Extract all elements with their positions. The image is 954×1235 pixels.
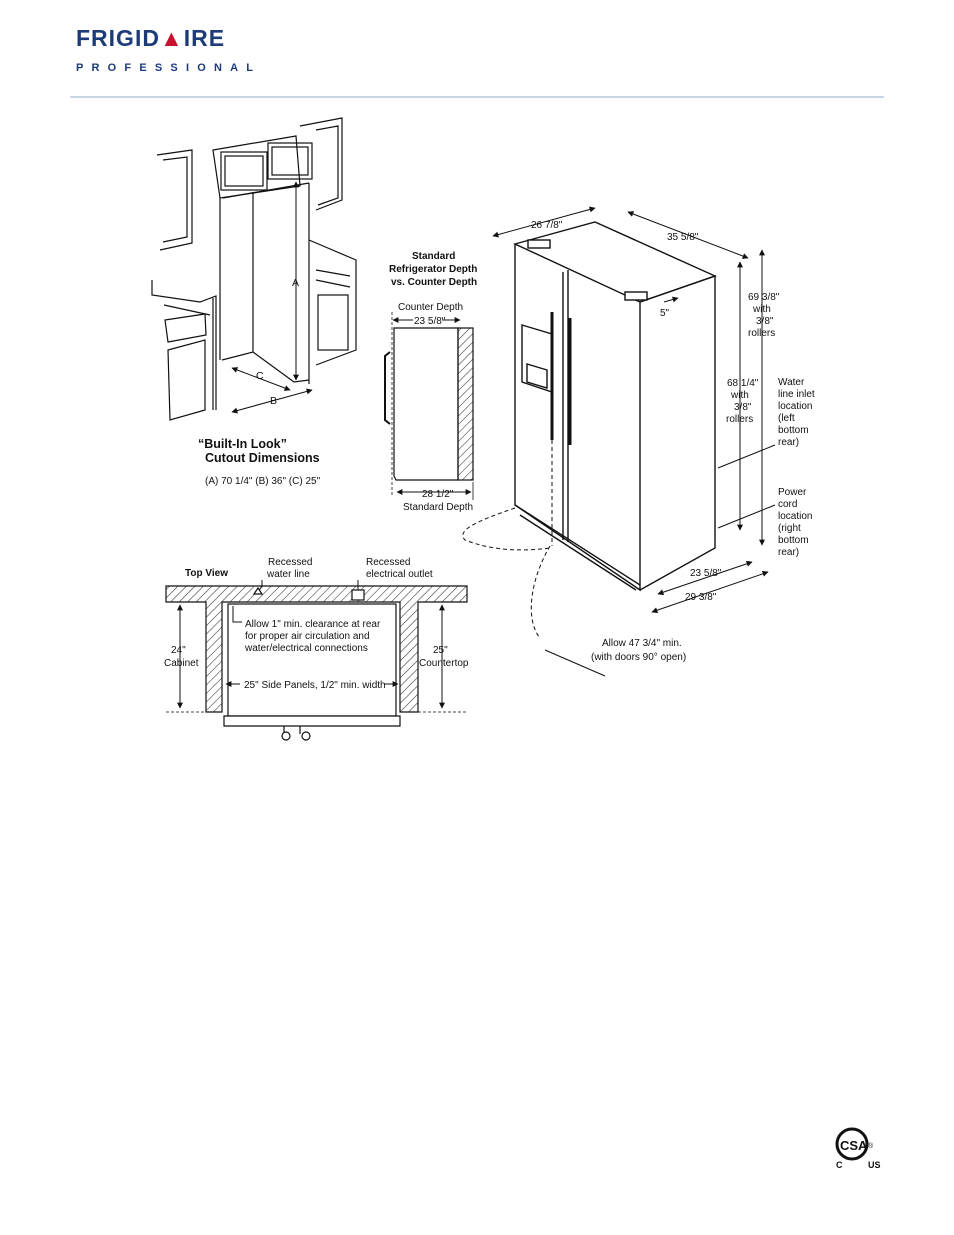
csa-left: C: [836, 1160, 843, 1170]
fridge-height-1: 68 1/4": [727, 378, 759, 389]
water-note-line: (left: [778, 413, 795, 424]
topview-water-label-1: Recessed: [268, 557, 313, 568]
builtin-dims: (A) 70 1/4" (B) 36" (C) 25": [205, 476, 321, 487]
depth-standard-label: Standard Depth: [403, 502, 474, 513]
water-note-line: rear): [778, 437, 800, 448]
topview-clearance-3: water/electrical connections: [245, 643, 368, 654]
water-note-line: location: [778, 401, 813, 412]
topview-electric-label-2: electrical outlet: [366, 569, 433, 580]
door-clearance-1: Allow 47 3/4" min.: [602, 638, 682, 649]
fridge-height-rollers-2: with: [753, 304, 771, 315]
water-note-line: Water: [778, 377, 805, 388]
fridge-height-4: rollers: [726, 414, 754, 425]
fridge-hinge-offset: 5": [660, 308, 670, 319]
csa-registered: ®: [868, 1143, 874, 1150]
water-note: [778, 377, 815, 448]
topview-clearance-2: for proper air circulation and: [245, 631, 370, 642]
power-note: [778, 487, 812, 558]
topview-cabinet-2: Cabinet: [164, 658, 199, 669]
fridge-height-rollers-1: 69 3/8": [748, 292, 780, 303]
water-note-line: line inlet: [778, 389, 815, 400]
fridge-illustration: [463, 222, 715, 638]
fridge-height-rollers-4: rollers: [748, 328, 776, 339]
topview-side-panels: 25" Side Panels, 1/2" min. width: [244, 680, 386, 691]
topview-electric-label-1: Recessed: [366, 557, 411, 568]
topview-counter-2: Countertop: [419, 658, 469, 669]
depth-title-line3: vs. Counter Depth: [391, 277, 478, 288]
builtin-label-a: A: [292, 277, 300, 289]
fridge-width-total: 35 5/8": [667, 232, 699, 243]
power-note-line: rear): [778, 547, 800, 558]
depth-counter-value: 23 5/8": [414, 316, 446, 327]
brand-wordmark: FRIGID▲IRE: [76, 25, 226, 51]
builtin-label-c: C: [256, 370, 264, 382]
topview-clearance-1: Allow 1" min. clearance at rear: [245, 619, 381, 630]
depth-standard-value: 28 1/2": [422, 489, 454, 500]
water-note-line: bottom: [778, 425, 809, 436]
power-note-line: Power: [778, 487, 807, 498]
depth-side-illustration: [385, 312, 473, 500]
topview-counter-1: 25": [433, 645, 448, 656]
door-clearance-2: (with doors 90° open): [591, 652, 687, 663]
csa-certification-icon: [832, 1126, 888, 1172]
topview-cabinet-1: 24": [171, 645, 186, 656]
builtin-title-line1: “Built-In Look”: [198, 437, 287, 451]
fridge-dimension-lines: [493, 208, 775, 676]
power-note-line: (right: [778, 523, 801, 534]
depth-counter-label: Counter Depth: [398, 302, 464, 313]
brand-triangle-icon: ▲: [159, 25, 184, 51]
power-note-line: cord: [778, 499, 798, 510]
depth-title-line1: Standard: [412, 251, 456, 262]
fridge-height-rollers-3: 3/8": [756, 316, 774, 327]
brand-tagline: PROFESSIONAL: [76, 62, 262, 74]
csa-right: US: [868, 1160, 881, 1170]
builtin-title-line2: Cutout Dimensions: [205, 451, 320, 465]
csa-mark: CSA: [840, 1138, 868, 1153]
builtin-label-b: B: [270, 395, 278, 407]
fridge-height-2: with: [731, 390, 749, 401]
fridge-depth-cabinet: 23 5/8": [690, 568, 722, 579]
depth-title-line2: Refrigerator Depth: [389, 264, 478, 275]
fridge-height-3: 3/8": [734, 402, 752, 413]
power-note-line: bottom: [778, 535, 809, 546]
power-note-line: location: [778, 511, 813, 522]
topview-title: Top View: [185, 568, 228, 579]
builtin-illustration: [152, 118, 356, 420]
fridge-width-top: 26 7/8": [531, 220, 563, 231]
fridge-depth-total: 29 3/8": [685, 592, 717, 603]
topview-water-label-2: water line: [267, 569, 310, 580]
